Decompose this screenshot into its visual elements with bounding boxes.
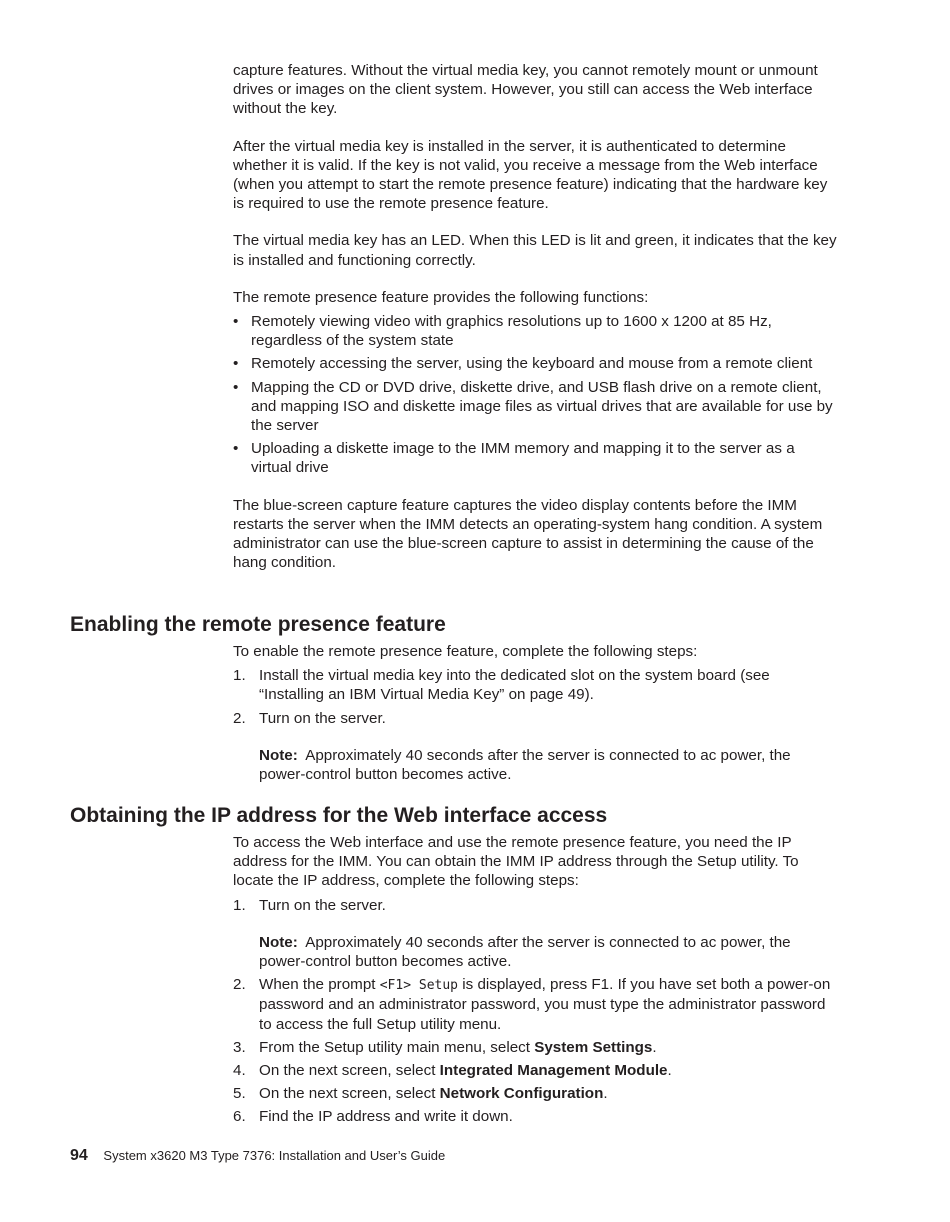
page-footer [70,1147,445,1165]
note-text: Approximately 40 seconds after the server is connected to ac power, the power-control button becomes active. [259,933,791,971]
note-text: Approximately 40 seconds after the server is connected to ac power, the power-control button becomes active. [259,746,791,784]
step-number: 2. [233,709,246,727]
list-item [233,975,838,1034]
paragraph: After the virtual media key is installed in the server, it is authenticated to determine whether it is valid. If the key is not valid, you receive a message from the Web interface (when you attempt to start the remote presence feature) indicating that the hardware key is required to use the remote presence feature. [233,137,828,213]
punctuation: . [603,1085,608,1103]
step-text: Turn on the server. [259,896,386,914]
note [259,746,838,784]
step-text: When the prompt [259,976,376,994]
menu-option: System Settings [534,1038,653,1056]
step-text: From the Setup utility main menu, select [259,1038,530,1056]
list-item [233,709,838,785]
section-heading: Obtaining the IP address for the Web interface access [70,804,608,827]
paragraph: To access the Web interface and use the remote presence feature, you need the IP address for the IMM. You can obtain the IMM IP address through the Setup utility. To locate the IP address, complete the following steps: [233,834,799,890]
step-text: Install the virtual media key into the dedicated slot on the system board (see “Installing an IBM Virtual Media Key” on page 49). [259,667,770,704]
step-number: 4. [233,1062,246,1080]
steps-list [233,666,838,784]
section-heading: Enabling the remote presence feature [70,613,446,636]
menu-option: Network Configuration [439,1085,604,1103]
note [259,933,838,971]
list-item [233,1084,838,1103]
paragraph: The blue-screen capture feature captures the video display contents before the IMM restarts the server when the IMM detects an operating-system hang condition. A system administrator can use the blue-screen capture to assist in determining the cause of the hang condition. [233,496,823,572]
step-text: On the next screen, select [259,1085,436,1103]
step-number: 3. [233,1038,246,1056]
paragraph: The remote presence feature provides the following functions: [233,288,649,306]
list-item: • Remotely accessing the server, using the keyboard and mouse from a remote client [233,354,838,373]
note-label: Note: [259,746,298,764]
punctuation: . [652,1038,657,1056]
paragraph: The virtual media key has an LED. When this LED is lit and green, it indicates that the key is installed and functioning correctly. [233,232,837,269]
note-label: Note: [259,933,298,951]
step-text: Find the IP address and write it down. [259,1108,513,1126]
step-text: Turn on the server. [259,709,386,727]
intro-block [233,61,838,572]
punctuation: . [667,1062,672,1080]
menu-option: Integrated Management Module [439,1062,668,1080]
step-number: 1. [233,896,246,914]
feature-list [233,312,838,478]
list-item: • Remotely viewing video with graphics resolutions up to 1600 x 1200 at 85 Hz, regardless of the system state [233,312,838,350]
document-title: System x3620 M3 Type 7376: Installation and User’s Guide [103,1148,446,1163]
list-item: • Mapping the CD or DVD drive, diskette drive, and USB flash drive on a remote client, and mapping ISO and diskette image files as virtual drives that are available for use by the server [233,378,838,436]
page-number: 94 [70,1147,88,1164]
paragraph: To enable the remote presence feature, complete the following steps: [233,643,698,660]
section1-body [233,642,838,788]
step-number: 6. [233,1108,246,1126]
step-text: is displayed, press F1. If you have set both a power-on password and an administrator password, you must type the administrator password to access the full Setup utility menu. [259,976,831,1033]
step-number: 2. [233,976,246,994]
list-item [233,1038,838,1057]
step-number: 1. [233,667,246,685]
list-item [233,896,838,972]
list-item [233,1107,838,1126]
step-number: 5. [233,1085,246,1103]
prompt-code: <F1> Setup [379,978,459,994]
list-item [233,1061,838,1080]
section2-body [233,833,838,1131]
list-item [233,666,838,704]
paragraph: capture features. Without the virtual media key, you cannot remotely mount or unmount drives or images on the client system. However, you still can access the Web interface without the key. [233,62,818,118]
step-text: On the next screen, select [259,1062,436,1080]
steps-list [233,896,838,1127]
list-item: • Uploading a diskette image to the IMM memory and mapping it to the server as a virtual drive [233,439,838,477]
